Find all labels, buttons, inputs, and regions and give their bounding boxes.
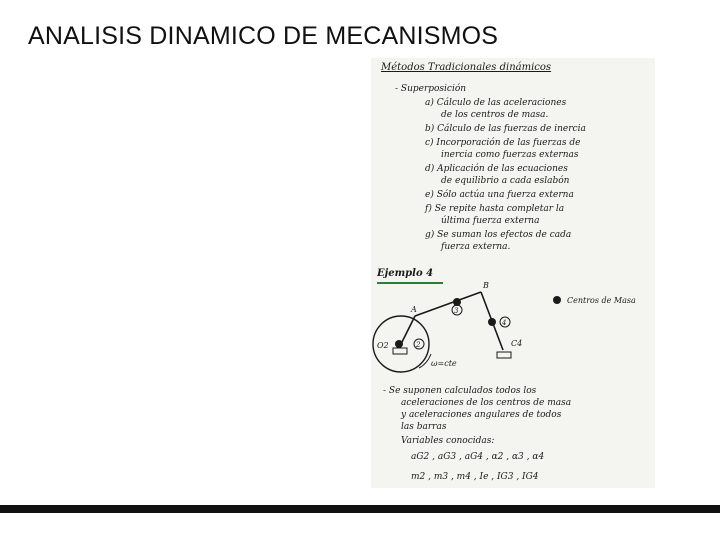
label-link-3: 3 bbox=[454, 307, 459, 315]
link-3 bbox=[415, 292, 481, 316]
assumption-line: aceleraciones de los centros de masa bbox=[401, 398, 572, 408]
ground-pivot-o2 bbox=[393, 348, 407, 354]
step-line: f) Se repite hasta completar la bbox=[425, 204, 565, 214]
bottom-bar bbox=[0, 505, 720, 513]
slide-title: ANALISIS DINAMICO DE MECANISMOS bbox=[28, 22, 499, 50]
step-line: última fuerza externa bbox=[441, 216, 540, 226]
step-line: e) Sólo actúa una fuerza externa bbox=[425, 190, 574, 200]
ground-pivot-o4 bbox=[497, 352, 511, 358]
link-2 bbox=[401, 316, 415, 344]
label-A: A bbox=[411, 305, 417, 314]
known-variables-accel: aG2 , aG3 , aG4 , α2 , α3 , α4 bbox=[411, 452, 545, 462]
assumption-line: y aceleraciones angulares de todos bbox=[401, 410, 562, 420]
step-line: c) Incorporación de las fuerzas de bbox=[425, 138, 581, 148]
step-line: de equilibrio a cada eslabón bbox=[441, 176, 570, 186]
step-line: g) Se suman los efectos de cada bbox=[425, 230, 572, 240]
known-variables-mass: m2 , m3 , m4 , Ie , IG3 , IG4 bbox=[411, 472, 539, 482]
step-line: a) Cálculo de las aceleraciones bbox=[425, 98, 567, 108]
label-link-2: 2 bbox=[416, 341, 421, 349]
legend-mass-symbol bbox=[553, 296, 561, 304]
label-omega: ω=cte bbox=[431, 359, 457, 368]
mechanism-diagram bbox=[371, 272, 655, 382]
scanned-notes-image bbox=[371, 58, 655, 488]
assumption-line: - Se suponen calculados todos los bbox=[383, 386, 537, 396]
step-line: fuerza externa. bbox=[441, 242, 511, 252]
assumption-line: Variables conocidas: bbox=[401, 436, 495, 446]
label-O2: O2 bbox=[377, 341, 389, 350]
label-link-4: 4 bbox=[502, 319, 507, 327]
label-C4: C4 bbox=[511, 339, 523, 348]
step-line: de los centros de masa. bbox=[441, 110, 549, 120]
step-line: b) Cálculo de las fuerzas de inercia bbox=[425, 124, 586, 134]
omega-arrow bbox=[419, 354, 431, 368]
mass-center-2 bbox=[395, 340, 403, 348]
step-line: inercia como fuerzas externas bbox=[441, 150, 579, 160]
legend-label: Centros de Masa bbox=[567, 296, 636, 305]
label-B: B bbox=[483, 281, 489, 290]
notes-heading: Métodos Tradicionales dinámicos bbox=[381, 62, 552, 73]
section-superposition: - Superposición bbox=[395, 84, 467, 94]
step-line: d) Aplicación de las ecuaciones bbox=[425, 164, 568, 174]
mass-center-4 bbox=[488, 318, 496, 326]
assumption-line: las barras bbox=[401, 422, 447, 432]
example-title: Ejemplo 4 bbox=[377, 268, 434, 279]
